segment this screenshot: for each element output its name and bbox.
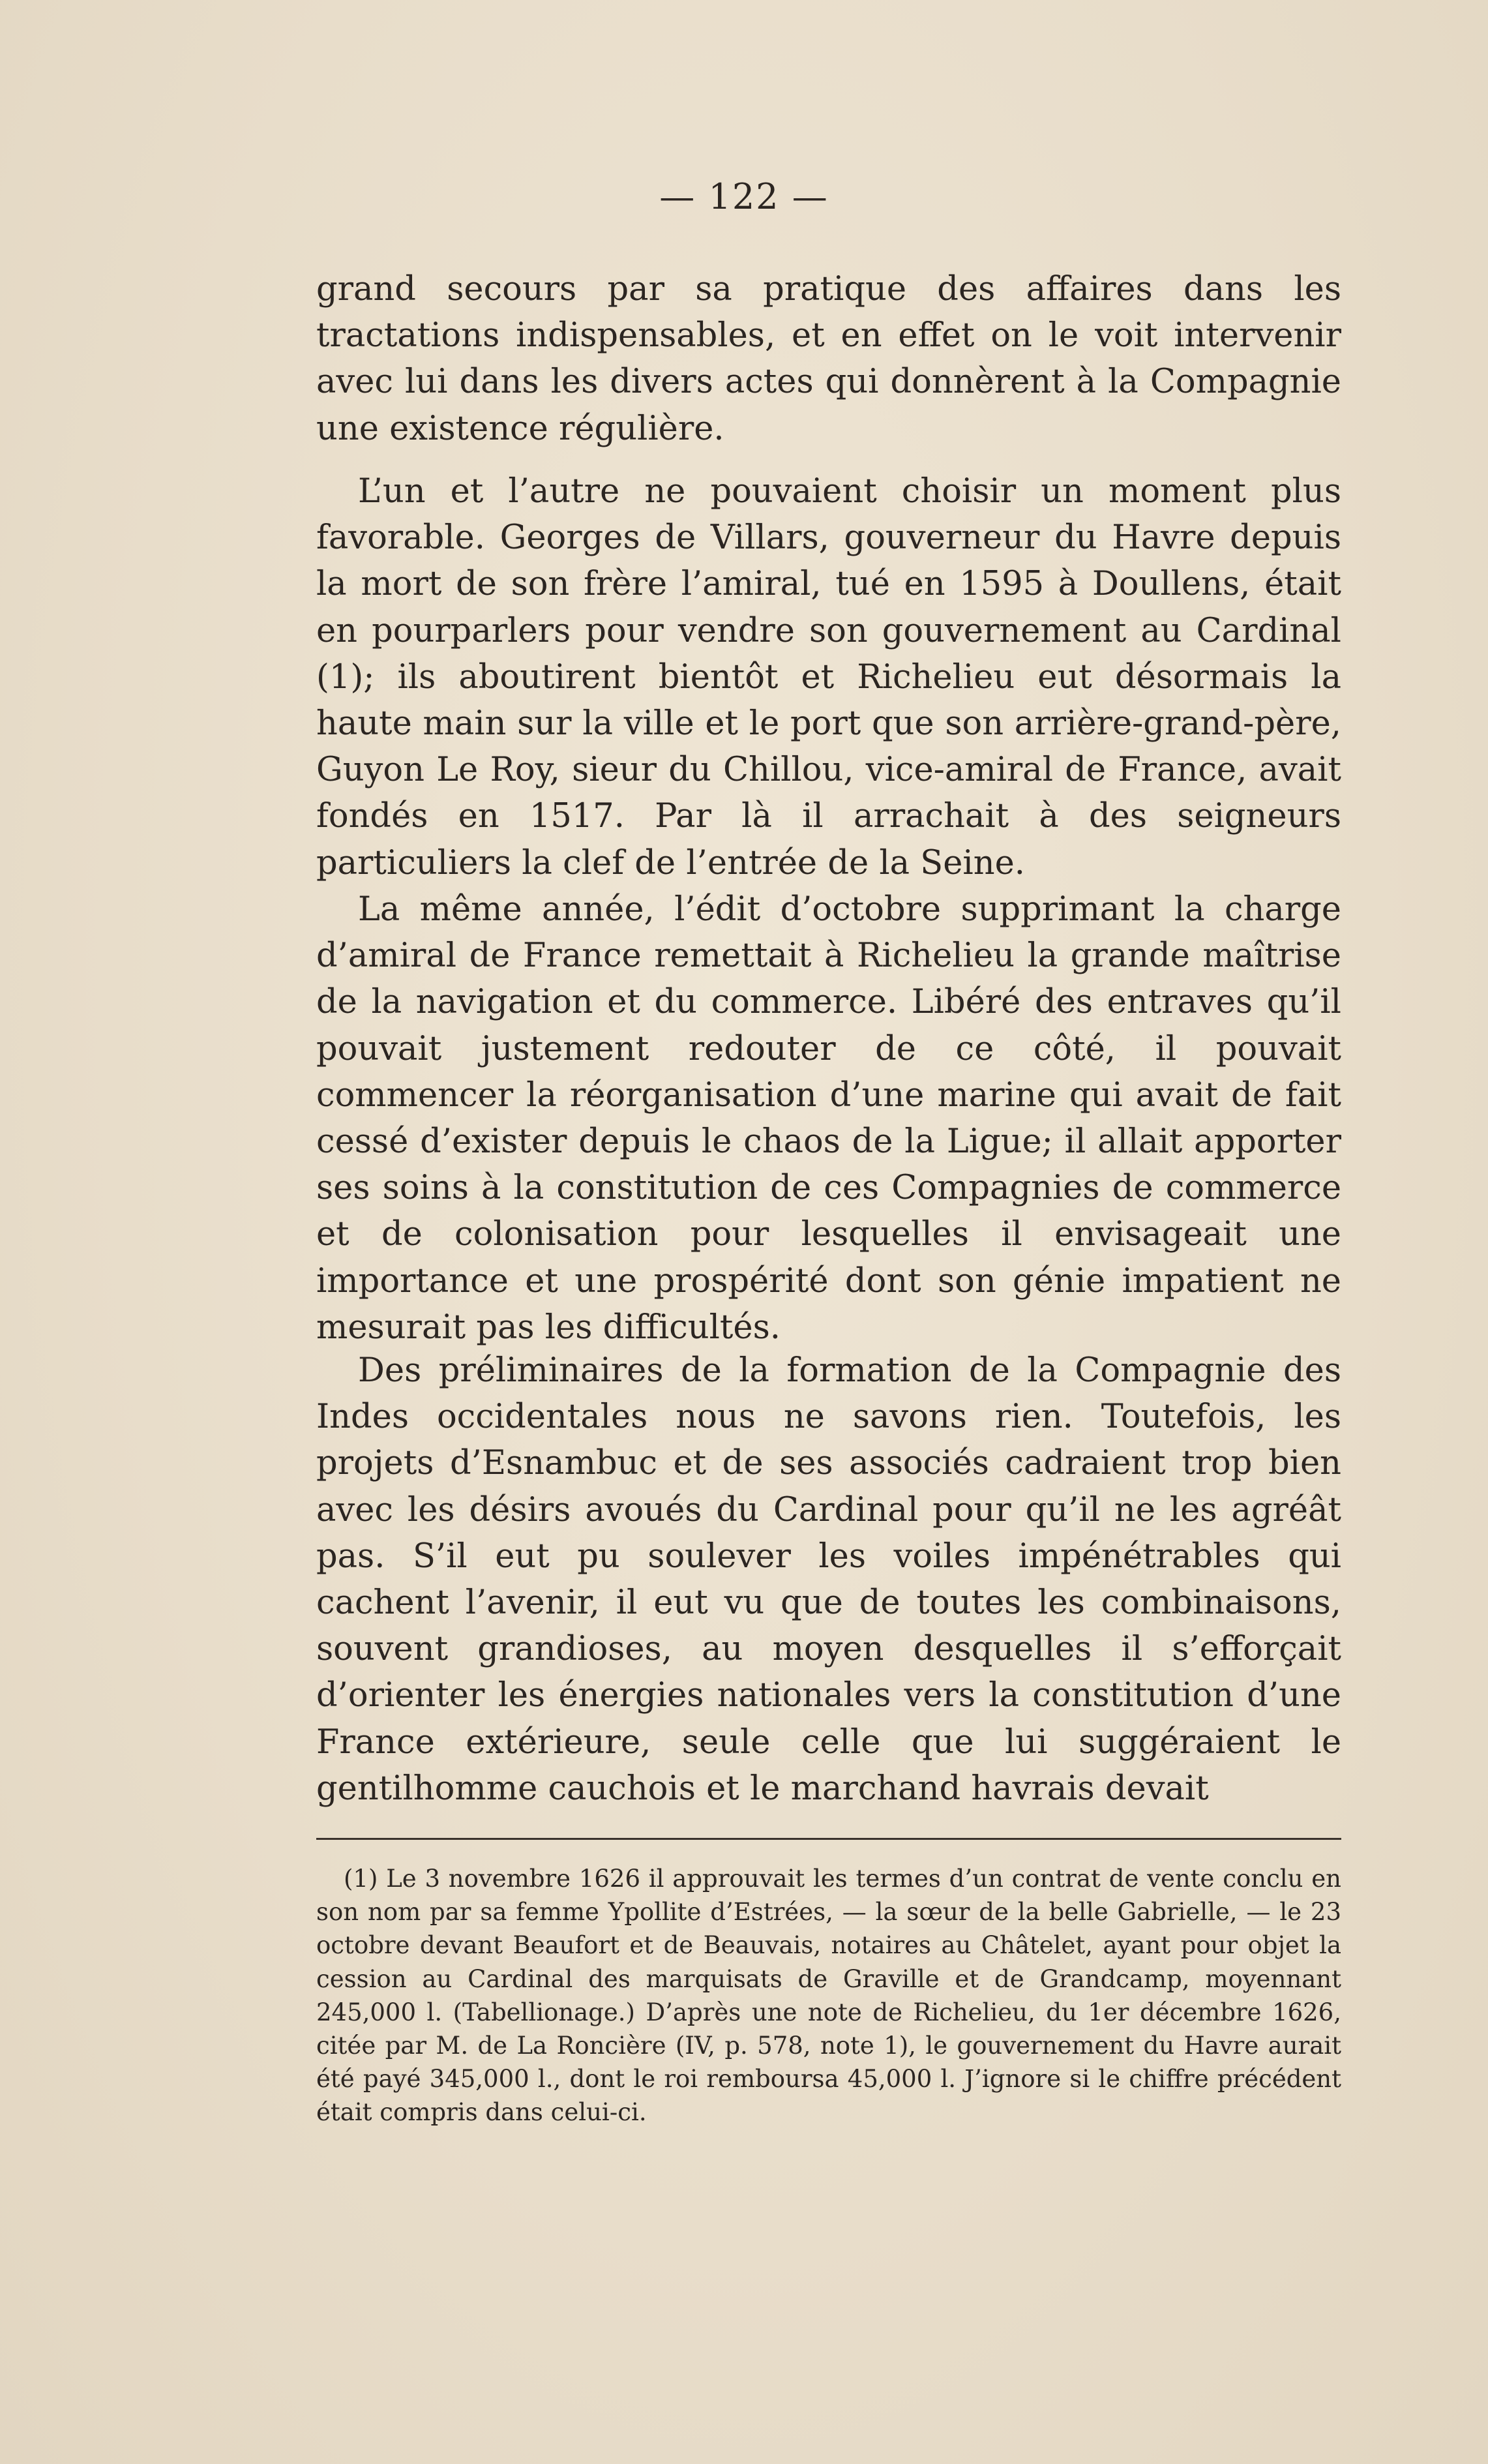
body-text (316, 886, 1341, 1351)
body-text (316, 266, 1341, 452)
footnote-text: (1) Le 3 novembre 1626 il approuvait les termes d’un contrat de vente conclu en son nom par sa femme Ypollite d’Estrées, — la sœur de la belle Gabrielle, — le 23 octobre devant Beaufort et de Beauvais, notaires au Châtelet, ayant pour objet la cession au Cardinal des marquisats de Graville et de Grandcamp, moyennant 245,000 l. (Tabellionage.) D’après une note de Richelieu, du 1er décembre 1626, citée par M. de La Roncière (IV, p. 578, note 1), le gouvernement du Havre aurait été payé 345,000 l., dont le roi remboursa 45,000 l. J’ignore si le chiffre précédent était compris dans celui-ci. (316, 1865, 1341, 2127)
paragraph: L’un et l’autre ne pouvaient choisir un moment plus favorable. Georges de Villars, gouverneur du Havre depuis la mort de son frère l’amiral, tué en 1595 à Doullens, était en pourparlers pour vendre son gouvernement au Cardinal (1); ils aboutirent bientôt et Richelieu eut désormais la haute main sur la ville et le port que son arrière-grand-père, Guyon Le Roy, sieur du Chillou, vice-amiral de France, avait fondés en 1517. Par là il arrachait à des seigneurs particuliers la clef de l’entrée de la Seine. (316, 472, 1341, 882)
footnote-divider (316, 1838, 1341, 1840)
paragraph: grand secours par sa pratique des affaires dans les tractations indispensables, et en effet on le voit intervenir avec lui dans les divers actes qui donnèrent à la Compagnie une existence régulière. (316, 270, 1341, 448)
body-text (316, 1347, 1341, 1812)
footnote (316, 1862, 1341, 2129)
paragraph: La même année, l’édit d’octobre supprimant la charge d’amiral de France remettait à Richelieu la grande maîtrise de la navigation et du commerce. Libéré des entraves qu’il pouvait justement redouter de ce côté, il pouvait commencer la réorganisation d’une marine qui avait de fait cessé d’exister depuis le chaos de la Ligue; il allait apporter ses soins à la constitution de ces Compagnies de commerce et de colonisation pour lesquelles il envisageait une importance et une prospérité dont son génie impatient ne mesurait pas les difficultés. (316, 890, 1341, 1347)
page-number: — 122 — (659, 176, 829, 217)
paragraph: Des préliminaires de la formation de la Compagnie des Indes occidentales nous ne savons rien. Toutefois, les projets d’Esnambuc et de ses associés cadraient trop bien avec les désirs avoués du Cardinal pour qu’il ne les agréât pas. S’il eut pu soulever les voiles impénétrables qui cachent l’avenir, il eut vu que de toutes les combinaisons, souvent grandioses, au moyen desquelles il s’efforçait d’orienter les énergies nationales vers la constitution d’une France extérieure, seule celle que lui suggéraient le gentilhomme cauchois et le marchand havrais devait (316, 1351, 1341, 1808)
body-text (316, 468, 1341, 886)
